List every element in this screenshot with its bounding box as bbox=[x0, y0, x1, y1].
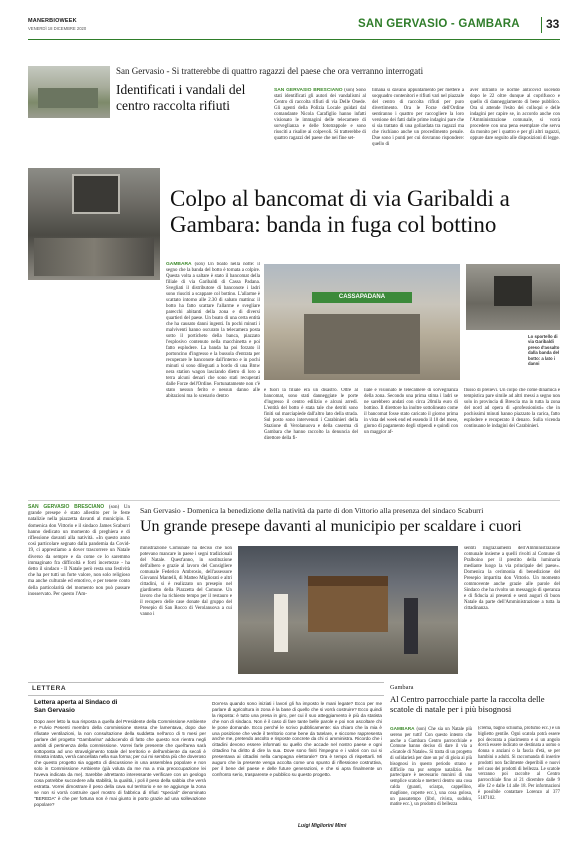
col-text: (son) Un boato nella notte: il segno che la banda del botto è tornata a colpire. Questa volta a saltare è stato il bancomat della filiale di via Garibaldi di Cassa Padana. Svegliati il distributore di banconote i ladri sono riusciti a scappare col bottino. L'allarme è scattato intorno alle 2.30 di sabato mattina: il botto ha fatto scattare l'allarme e svegliare parecchi abitanti della zona e di diversi quartieri del paese. Un boato di una certa entità che ha causato danni ingenti. In pochi minuti i malviventi hanno oscurato la telecamera posta sotto il porticheto della banca, piazzato l'esplosivo contenuto nella macchinetta e poi fatto esplodere. La banda ha poi forzato il portoncino d'ingresso e la bussola d'entrata per recuperare le banconote dall'interno e in pochi minuti si sono dileguati a bordo di una Bmw nera station wagon lasciando dietro di loro a terra alcuni denari che sono stati recuperati dalle Forze dell'Ordine. Fortunatamente non c'è stato nessun ferito e nessun danno alle abitazioni ma lo scenario dentro bbox=[166, 262, 260, 399]
nativity-col-2: ministrazione Comunale ha deciso che non potevano mancare in paese i segni tradizionali del Natale. Quest'anno, in sostituzione dell'albero e grazie al lavoro del Consigliere comunale Federico Ambrosio, dell'assessore Giovanni Mantelli, di Matteo Migliorati e altri cittadini, si è realizzato un presepio nel giardinetto della Piazzetta del Comune. Un lavoro che ha richiesto tempo per il restauro e il recupero delle case donate dal gruppo del Presepio di San Rocco di Verolanuova a cui vanno i bbox=[140, 546, 232, 617]
atm-col-1 bbox=[166, 262, 260, 496]
article-col-3: aver infranto le norme anticovid uscendo dopo le 22 oltre dunque al coprifuoco e quello di danneggiamento di bene pubblico. Ora si attende l'esito dei colloqui e delle indagini per capire se, in accordo anche con l'Amministrazione comunale, si vorrà procedere con una pena esemplare che serva da monito per i quattro e per gli altri ragazzi, oppure dare seguito alle disposizioni di legge. bbox=[470, 88, 560, 141]
letter-label-rule bbox=[28, 695, 384, 696]
nativity-col-3: sentiti ringraziamenti dell'Amministrazione comunale insieme a quelli rivolti al Comune di Pralboino per il prestito della luminaria mediante luogo la via principale del paese». Domenica la cerimonia di benedizione del Presepio impartita don Vittorio. Un momento commovente anche grazie alle parole del Sindaco che ha rivolto un messaggio di speranza e di fiducia ai presenti e senti auguri di buon Natale da parte dell'Amministrazione a tutta la cittadinanza. bbox=[464, 546, 560, 611]
article-col-2: timana si davano appuntamento per mettere a soqquadro contenitori e rifiuti vari nel piazzale del centro di raccolta rifiuti per puro divertimento. Ora le Forze dell'Ordine sentiranno i quattro per raccogliere la loro versione dei fatti dalle prime indagini pare che si sia trattato di una goliardata tra ragazzi ma che rischiano anche un procedimento penale. Due sono i punti per cui dovranno rispondere: quello di bbox=[372, 88, 464, 147]
atm-col-4: flusso di prelievi. Un colpo che come dinamica e tempistica pare simile ad altri messi a segno non solo in provincia di Brescia ma in tutta la zona del nord ad opera di «professionisti» che in pochissimi minuti hanno piazzato la carica, fatto esplodere e recuperato il denaro. Sulla vicenda continuano le indagini dei Carabinieri. bbox=[464, 388, 560, 429]
atm-closeup-hole bbox=[494, 276, 532, 306]
masthead bbox=[28, 14, 560, 42]
paper-name: MANERBIOWEEK bbox=[28, 18, 77, 24]
recycling-photo bbox=[28, 66, 110, 118]
article-col-1 bbox=[274, 88, 366, 170]
atm-col-3: liale e visionato le telecamere di sorveglianza della zona. Secondo una prima stima i ladri se ne sarebbero andati con circa 20mila euro di bottino. Il direttore ha inoltre sottolineato come il bancomat fosse stato caricato il giorno prima in vista del week end ed essendo il 10 del mese, giorno di pagamento degli stipendi e quindi con un maggior af- bbox=[364, 388, 458, 435]
kicker: SAN GERVASIO BRESCIANO bbox=[28, 504, 105, 510]
kicker: SAN GERVASIO BRESCIANO bbox=[274, 88, 343, 93]
col-text: (son) Che sia un Natale più sereno per tutti! Con questo intento che anche a Gambara Centro parrocchiale e Comune hanno deciso di dare il via a «Scatole di Natale». Si tratta di un progetto di solidarietà per dare un po' di gioia ai più bisognosi in questo periodo strano e difficile ma pur sempre natalizio. Per partecipare è necessario munirsi di una semplice scatola e metterci dentro una cosa calda (guanti, sciarpa, cappellino, maglione, coperte ecc.), una cosa golosa, un passatempo (libri, rivista, sudoku, matite ecc.), un prodotto di bellezza bbox=[390, 727, 472, 808]
headline: Identificati i vandali del centro raccolta rifiuti bbox=[116, 82, 246, 113]
photo-caption: Lo sportello di via Garibaldi preso d'assalto dalla banda del botto: a lato i danni bbox=[528, 334, 560, 367]
nativity-photo bbox=[238, 546, 458, 674]
kicker: GAMBARA bbox=[166, 262, 192, 267]
priest-figure bbox=[274, 594, 288, 652]
bank-branch-photo bbox=[264, 264, 460, 380]
boxes-col-2: (crema, bagno schiuma, profumo ecc.) e un biglietto gentile. Ogni scatola potrà essere poi decorata a piacimento e si un angolo dovrà essere indicato se destinata a uomo o donna o anziani o la fascia d'età, se per bambini o adulti. Si raccomanda di inserire prodotti non facilmente deperibili e nuovi nel caso dei prodotti di bellezza. Le scatole verranno poi raccolte al Centro parrocchiale fino al 21 dicembre dalle 9 alle 12 e dalle 14 alle 18. Per informazioni è possibile contattare Lorenzo al 377 5187102. bbox=[478, 726, 560, 801]
letter-label: LETTERA bbox=[32, 685, 67, 692]
article-christmas-boxes bbox=[390, 682, 560, 832]
letter-col-2: Dov'era quando sono iniziati i lavori gli ha imposto le mani legate? Ecco per me parlare di agricoltura in zona è la base di quello che si vorrà costruire? Ecco quindi la risposta: è tutto una presa in giro, per cui il suo atteggiamento è più da statista che non di sindaco. Non è il caso di fare tante belle parole e poi non ascoltare chi le pone domande. Ecco perché le scrivo pubblicamente: sia chiaro che la mia è una posizione che vede il territorio come bene da tutelare, e siccome rappresenta anche me, pretendo ascolto e risposte concrete da chi ci amministra. Ricordo che i cittadini devono essere informati su quello che accade nel nostro paese e ogni cittadino ha diritto di dire la sua. Dove sono finiti l'impegno e i valori con cui si presentava ai cittadini nella campagna elettorale? Ora è tempo di rispettarli. Mi auguro che la presente venga accolta come uno spunto di riflessione costruttiva, per il bene del paese e delle future generazioni, e che si apra finalmente un confronto serio, trasparente e pubblico su questo progetto. bbox=[212, 701, 382, 777]
overline: San Gervasio - Si tratterebbe di quattro ragazzi del paese che ora verranno interrogati bbox=[116, 66, 424, 76]
nativity-col-1 bbox=[28, 504, 130, 680]
section-divider bbox=[541, 17, 542, 33]
section-rule bbox=[28, 500, 560, 501]
masthead-rule bbox=[28, 39, 560, 40]
col-text: (son) Un grande presepe è stato allestito per le feste natalizie nella piazzetta davanti al municipio. E domenica don Vittorio e il sindaco James Scaburri hanno dedicato un momento di preghiera e di riflessione davanti alla natività. «In questo anno così particolare segnato dalla pandemia da Covid-19, ci apprestiamo a dover trascorrere un Natale diverso da sempre e da come ce lo saremmo immaginato fra difficoltà e forti incertezze - ha detto il sindaco - Il Natale però resta una festività che ha per tutti un forte valore, non solo religioso ma anche culturale ed emotivo, e per tenere conto della particolarità del momento non può passare inosservato. Per questo l'Am- bbox=[28, 505, 130, 597]
nativity-hut bbox=[308, 576, 388, 632]
section-title: SAN GERVASIO - GAMBARA bbox=[358, 18, 520, 30]
letter-col-1: Dopo aver letto la sua risposta a quella del Presidente della Commissione Ambiente e Fulvio Pesenti membro della commissione stessa che lamentava, dopo due rifiutate ventilazioni, la non consultazione della suddetta nell'arco di 5 mesi per parlare del progetto "Gambarina" adducendo di fatto che questo non rientra negli ambiti di pertinenza della commissione. Vorrei farle presente che quell'area sarà sottoposta ad uno stravolgimento totale del territorio e dell'ambiente da secoli è rimasta intatta, verrà cancellata nella sua forma; per cui mi sembra più che doveroso che questo progetto sia oggetto di discussione in una assemblea popolare e non solo in Commissione Ambiente (già voluta da me ma a mia preoccupazione lei l'aveva indicata da me). Sarebbe altrettanto interessante verificare con un geologo cosa potrebbe succedere alla stabilità, la qualità, i poli il peso della sabbia che verrà estratta. Vorrei dimostrare il peso della cava sul territorio e se ne aggiunge la zona se non si vorrà costruire quel mostro di fabbrica di rifiuti "speciali" denominato "BEREDA" è che per fortuna non è mai giunto in porto grazie ad una sollevazione popolare? bbox=[34, 719, 206, 807]
atm-frame bbox=[72, 174, 120, 214]
atm-col-2: e fuori la filiale era un disastro. Oltre al bancomat, sono stati danneggiate le porte d'ingresso il centro edilizio e alcuni arredi. L'entità del botto è stata tale che detriti sono finiti sul marciapiede dall'altro lato della strada. Sul posto sono intervenuti i Carabinieri della Stazione di Verolanuova e della caserma di Gambara che hanno raccolto la denuncia del direttore della fi- bbox=[264, 388, 358, 441]
portico bbox=[304, 314, 420, 374]
atm-damage-photo bbox=[28, 168, 160, 280]
boxes-col-1 bbox=[390, 726, 472, 830]
photo-container-shape bbox=[38, 88, 98, 108]
article-vandals bbox=[28, 66, 560, 176]
issue-date: VENERDÌ 18 DICEMBRE 2020 bbox=[28, 26, 87, 31]
overline-nativity: San Gervasio - Domenica la benedizione della natività da parte di don Vittorio alla presenza del sindaco Scaburri bbox=[140, 506, 484, 515]
atm-closeup-photo bbox=[466, 264, 560, 330]
mayor-figure bbox=[404, 598, 418, 654]
headline-nativity: Un grande presepe davanti al municipio per scaldare i cuori bbox=[140, 518, 522, 535]
letter-signature: Luigi Migliorini Mimì bbox=[298, 823, 347, 829]
bank-sign-text: CASSAPADANA bbox=[338, 294, 386, 300]
headline-atm: Colpo al bancomat di via Garibaldi a Gambara: banda in fuga col bottino bbox=[170, 186, 510, 237]
debris bbox=[34, 238, 154, 276]
overline-boxes: Gambara bbox=[390, 684, 414, 691]
headline-boxes: Al Centro parrocchiale parte la raccolta delle scatole di natale per i più bisognosi bbox=[390, 694, 545, 714]
col-text: (son) Sono stati identificati gli autori dei vandalismi al Centro di raccolta rifiuti di via Delle Onede. Gli agenti della Polizia Locale guidati dal comandante Nicola Carafiglio hanno infatti visionato le immagini delle telecamere di sorveglianza e delle fototrappole e sono riusciti a risalire ai colpevoli. Si tratterebbe di quattro ragazzi del paese che nei fine set- bbox=[274, 88, 366, 141]
letter-box bbox=[28, 682, 384, 832]
letter-headline: Lettera aperta al Sindaco di San Gervasio bbox=[34, 699, 118, 714]
kicker: GAMBARA bbox=[390, 726, 415, 731]
bank-sign bbox=[312, 292, 412, 303]
page-number: 33 bbox=[546, 17, 560, 31]
